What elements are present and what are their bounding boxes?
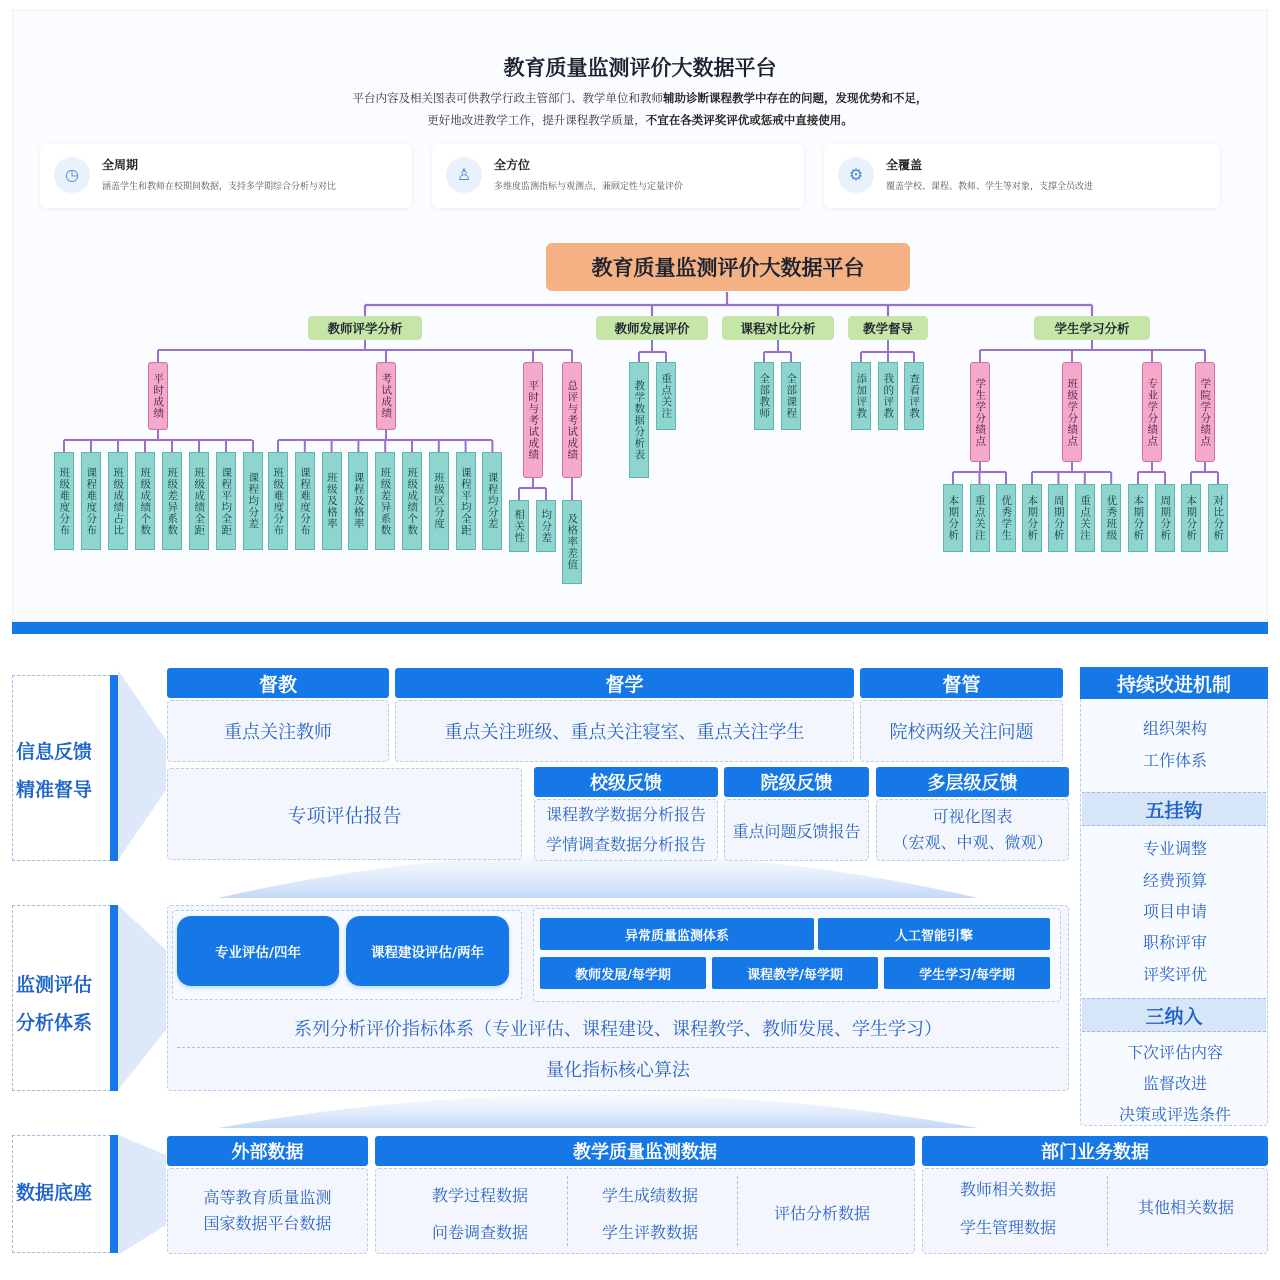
leaf-my-eval: 我的评教 bbox=[878, 362, 898, 430]
tree-leaf: 本期分析 bbox=[1022, 484, 1042, 552]
feature-title: 全覆盖 bbox=[886, 158, 923, 172]
header-college-feedback: 院级反馈 bbox=[724, 767, 869, 797]
tree-leaf: 优秀学生 bbox=[996, 484, 1016, 552]
data-item: 学生管理数据 bbox=[959, 1218, 1056, 1237]
leaf-all-courses: 全部课程 bbox=[781, 362, 801, 430]
branch-teacher-dev: 教师发展评价 bbox=[596, 316, 708, 340]
tree-leaf: 班级难度分布 bbox=[268, 452, 288, 550]
data-item: 问卷调查数据 bbox=[431, 1223, 528, 1242]
right-item: 专业调整 bbox=[1142, 839, 1207, 858]
tree-leaf: 本期分析 bbox=[1128, 484, 1148, 552]
group-student-gpa: 学生学分绩点 bbox=[970, 362, 990, 462]
feature-desc: 覆盖学校、课程、教师、学生等对象，支撑全员改进 bbox=[886, 182, 1094, 192]
description-line-2 bbox=[0, 112, 1280, 128]
tree-leaf: 班级成绩个数 bbox=[402, 452, 422, 550]
tree-leaf: 相关性 bbox=[509, 500, 529, 552]
right-item: 组织架构 bbox=[1142, 719, 1207, 738]
tree-leaf: 优秀班级 bbox=[1101, 484, 1121, 552]
tree-leaf: 重点关注 bbox=[1075, 484, 1095, 552]
data-item: 学生成绩数据 bbox=[601, 1186, 698, 1205]
separator bbox=[567, 1176, 568, 1246]
data-item: 教学过程数据 bbox=[431, 1186, 528, 1205]
header-dept-data: 部门业务数据 bbox=[922, 1136, 1268, 1166]
header-teaching-data: 教学质量监测数据 bbox=[375, 1136, 915, 1166]
tree-leaf: 班级成绩占比 bbox=[108, 452, 128, 550]
layer-label-monitor bbox=[16, 966, 116, 1042]
header-continuous-improvement: 持续改进机制 bbox=[1080, 667, 1268, 699]
tree-leaf: 课程均分差 bbox=[243, 452, 263, 550]
box-text: 学情调查数据分析报告 bbox=[545, 835, 706, 854]
feature-title: 全周期 bbox=[102, 158, 139, 172]
layer-label-line: 信息反馈 bbox=[16, 741, 93, 763]
leaf-key-focus: 重点关注 bbox=[656, 362, 676, 430]
separator bbox=[177, 1047, 1059, 1048]
box-text: 高等教育质量监测 bbox=[203, 1188, 332, 1207]
box-text: 可视化图表 bbox=[932, 807, 1013, 826]
box-two-level-issues bbox=[860, 700, 1063, 762]
bar-teacher-dev: 教师发展/每学期 bbox=[540, 957, 706, 989]
group-college-gpa: 学院学分绩点 bbox=[1195, 362, 1215, 462]
branch-teacher-eval: 教师评学分析 bbox=[308, 316, 422, 340]
tree-leaf: 课程平均全距 bbox=[216, 452, 236, 550]
description-text: 更好地改进教学工作，提升课程教学质量， bbox=[427, 113, 646, 127]
feature-card bbox=[40, 144, 412, 208]
tree-leaf: 周期分析 bbox=[1048, 484, 1068, 552]
pill-course-eval: 课程建设评估/两年 bbox=[346, 916, 509, 986]
leaf-all-teachers: 全部教师 bbox=[754, 362, 774, 430]
index-system-text: 系列分析评价指标体系（专业评估、课程建设、课程教学、教师发展、学生学习） bbox=[294, 1019, 942, 1040]
description-line-1 bbox=[0, 90, 1280, 106]
box-focus-teachers bbox=[167, 700, 389, 762]
box-special-report bbox=[167, 768, 522, 860]
tree-leaf: 周期分析 bbox=[1155, 484, 1175, 552]
group-regular-score: 平时成绩 bbox=[148, 362, 168, 430]
header-three-includes: 三纳入 bbox=[1082, 998, 1266, 1032]
tree-leaf: 本期分析 bbox=[943, 484, 963, 552]
group-total-vs-exam: 总评与考试成绩 bbox=[562, 362, 582, 478]
box-multi-feedback bbox=[876, 799, 1069, 861]
feature-card bbox=[432, 144, 804, 208]
branch-course-compare: 课程对比分析 bbox=[722, 316, 834, 340]
tree-root: 教育质量监测评价大数据平台 bbox=[546, 243, 910, 291]
box-text: 专项评估报告 bbox=[287, 804, 402, 827]
layer-label-line: 分析体系 bbox=[16, 1012, 93, 1034]
bar-course-teaching: 课程教学/每学期 bbox=[712, 957, 878, 989]
right-item: 监督改进 bbox=[1142, 1074, 1207, 1093]
clock-icon: ◷ bbox=[54, 157, 90, 193]
group-class-gpa: 班级学分绩点 bbox=[1062, 362, 1082, 462]
leaf-add-eval: 添加评教 bbox=[851, 362, 871, 430]
tree-leaf: 班级差异系数 bbox=[375, 452, 395, 550]
bar-student-learning: 学生学习/每学期 bbox=[884, 957, 1050, 989]
box-text: （宏观、中观、微观） bbox=[892, 833, 1053, 852]
feature-desc: 多维度监测指标与观测点，兼顾定性与定量评价 bbox=[494, 182, 684, 192]
tree-leaf: 班级成绩个数 bbox=[135, 452, 155, 550]
description-bold-text: 不宜在各类评奖评优或惩戒中直接使用。 bbox=[645, 113, 853, 127]
gear-icon: ⚙ bbox=[838, 157, 874, 193]
header-external-data: 外部数据 bbox=[167, 1136, 368, 1166]
bar-ai-engine: 人工智能引擎 bbox=[818, 918, 1050, 950]
box-focus-students bbox=[395, 700, 854, 762]
data-item: 教师相关数据 bbox=[959, 1180, 1056, 1199]
header-multi-feedback: 多层级反馈 bbox=[876, 767, 1069, 797]
group-major-gpa: 专业学分绩点 bbox=[1142, 362, 1162, 462]
tree-leaf: 对比分析 bbox=[1208, 484, 1228, 552]
layer-label-feedback bbox=[16, 733, 116, 809]
box-text: 重点关注班级、重点关注寝室、重点关注学生 bbox=[444, 722, 805, 743]
core-algorithm-text: 量化指标核心算法 bbox=[546, 1060, 690, 1081]
data-item: 其他相关数据 bbox=[1137, 1198, 1234, 1217]
feature-title: 全方位 bbox=[494, 158, 531, 172]
tree-leaf: 均分差 bbox=[536, 500, 556, 552]
tree-leaf: 班级区分度 bbox=[429, 452, 449, 550]
separator bbox=[737, 1176, 738, 1246]
tree-leaf: 及格率差值 bbox=[562, 500, 582, 584]
box-text: 重点问题反馈报告 bbox=[732, 821, 861, 841]
data-item: 评估分析数据 bbox=[773, 1204, 870, 1223]
right-item: 经费预算 bbox=[1142, 871, 1207, 890]
layer-label-line: 精准督导 bbox=[16, 779, 93, 801]
branch-supervision: 教学督导 bbox=[848, 316, 928, 340]
tree-leaf: 班级差异系数 bbox=[162, 452, 182, 550]
group-exam-score: 考试成绩 bbox=[376, 362, 396, 430]
header-school-feedback: 校级反馈 bbox=[534, 767, 718, 797]
box-text: 课程教学数据分析报告 bbox=[545, 805, 706, 824]
tree-leaf: 班级及格率 bbox=[322, 452, 342, 550]
box-school-feedback bbox=[534, 799, 718, 861]
tree-leaf: 本期分析 bbox=[1181, 484, 1201, 552]
header-five-links: 五挂钩 bbox=[1082, 792, 1266, 826]
pill-major-eval: 专业评估/四年 bbox=[177, 916, 339, 986]
divider-bar bbox=[12, 622, 1268, 634]
tree-leaf: 课程及格率 bbox=[348, 452, 368, 550]
tree-leaf: 课程平均全距 bbox=[456, 452, 476, 550]
tree-leaf: 重点关注 bbox=[970, 484, 990, 552]
group-regular-vs-exam: 平时与考试成绩 bbox=[523, 362, 543, 478]
description-bold-text: 辅助诊断课程教学中存在的问题，发现优势和不足， bbox=[663, 91, 928, 105]
tree-leaf: 班级成绩全距 bbox=[189, 452, 209, 550]
bar-anomaly-monitor: 异常质量监测体系 bbox=[540, 918, 814, 950]
page-title: 教育质量监测评价大数据平台 bbox=[503, 56, 777, 80]
right-item: 职称评审 bbox=[1142, 933, 1207, 952]
description-text: 平台内容及相关图表可供教学行政主管部门、教学单位和教师 bbox=[352, 91, 663, 105]
layer-label-line: 监测评估 bbox=[16, 974, 93, 996]
tree-leaf: 课程难度分布 bbox=[295, 452, 315, 550]
leaf-view-eval: 查看评教 bbox=[904, 362, 924, 430]
tree-leaf: 班级难度分布 bbox=[54, 452, 74, 550]
box-text: 国家数据平台数据 bbox=[203, 1214, 332, 1233]
leaf-teaching-data-table: 教学数据分析表 bbox=[629, 362, 649, 478]
header-supervise-management: 督管 bbox=[860, 668, 1063, 698]
box-text: 院校两级关注问题 bbox=[889, 722, 1034, 743]
tree-leaf: 课程均分差 bbox=[482, 452, 502, 550]
tree-leaf: 课程难度分布 bbox=[81, 452, 101, 550]
right-item: 工作体系 bbox=[1142, 751, 1207, 770]
box-external-data bbox=[167, 1168, 368, 1254]
box-text: 重点关注教师 bbox=[224, 722, 332, 743]
box-college-feedback bbox=[724, 799, 869, 861]
right-item: 决策或评选条件 bbox=[1118, 1105, 1231, 1124]
header-supervise-learning: 督学 bbox=[395, 668, 854, 698]
layer-label-base: 数据底座 bbox=[16, 1182, 93, 1204]
data-item: 学生评教数据 bbox=[601, 1223, 698, 1242]
branch-student-learning: 学生学习分析 bbox=[1034, 316, 1150, 340]
feature-card bbox=[824, 144, 1220, 208]
header-supervise-teaching: 督教 bbox=[167, 668, 389, 698]
right-item: 评奖评优 bbox=[1142, 965, 1207, 984]
right-item: 下次评估内容 bbox=[1126, 1043, 1223, 1062]
right-item: 项目申请 bbox=[1142, 902, 1207, 921]
user-icon: ♙ bbox=[446, 157, 482, 193]
feature-desc: 涵盖学生和教师在校期间数据，支持多学期综合分析与对比 bbox=[102, 182, 337, 192]
